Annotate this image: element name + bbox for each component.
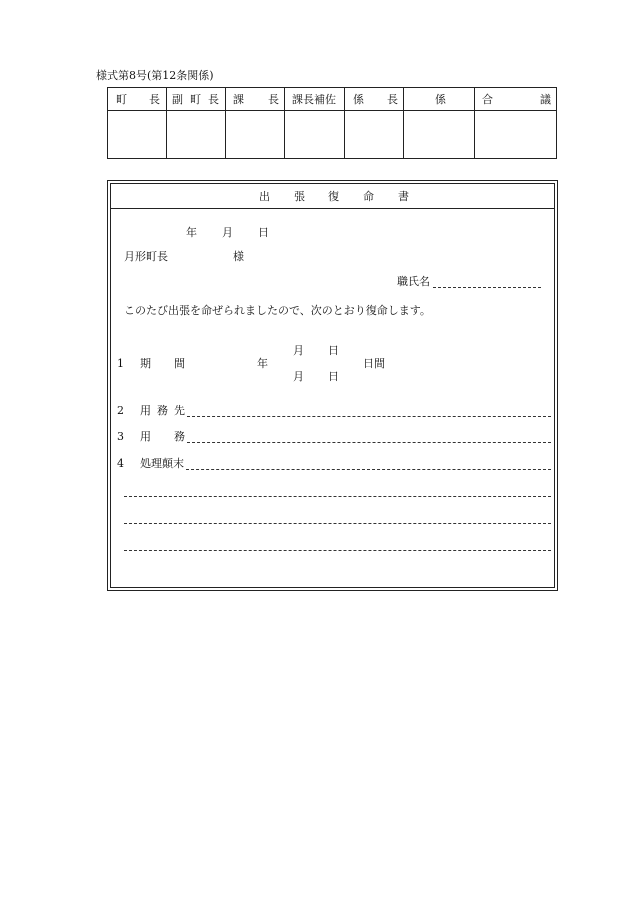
- item-1-label-char-1: 期: [140, 357, 151, 370]
- approval-stamp-cell-6[interactable]: [404, 88, 475, 158]
- approval-col-2-char-3: 長: [208, 93, 219, 106]
- item-4-number: 4: [117, 457, 124, 470]
- item-1-month-from: 月: [293, 344, 304, 357]
- outcome-line-1[interactable]: [124, 496, 551, 497]
- approval-col-7-char-1: 合: [482, 93, 493, 106]
- item-2-label-char-1: 用: [140, 404, 151, 417]
- approval-col-7-char-2: 議: [540, 93, 551, 106]
- addressee: 月形町長: [124, 250, 168, 263]
- report-title-char-4: 命: [363, 190, 374, 203]
- item-1-year-label: 年: [257, 357, 268, 370]
- item-3-label-char-1: 用: [140, 430, 151, 443]
- report-title: [111, 184, 554, 209]
- report-title-char-2: 張: [294, 190, 305, 203]
- item-3-business-field[interactable]: [187, 442, 551, 443]
- approval-col-3-char-1: 課: [233, 93, 244, 106]
- approval-stamp-cell-1[interactable]: [108, 88, 167, 158]
- report-frame: [107, 180, 558, 591]
- item-1-number: 1: [117, 357, 124, 370]
- approval-table: [107, 87, 557, 159]
- approval-stamp-cell-2[interactable]: [167, 88, 226, 158]
- report-title-char-1: 出: [259, 190, 270, 203]
- report-title-char-5: 書: [398, 190, 409, 203]
- item-4-outcome-field[interactable]: [186, 469, 551, 470]
- item-1-days-label: 日間: [363, 357, 385, 370]
- approval-col-2-char-1: 副: [172, 93, 183, 106]
- date-day-label: 日: [258, 226, 269, 239]
- approval-stamp-cell-5[interactable]: [345, 88, 404, 158]
- outcome-line-3[interactable]: [124, 550, 551, 551]
- item-2-label-char-3: 先: [174, 404, 185, 417]
- item-2-label-char-2: 務: [157, 404, 168, 417]
- item-1-day-to: 日: [328, 370, 339, 383]
- approval-col-2-char-2: 町: [190, 93, 201, 106]
- approval-col-5-char-2: 長: [387, 93, 398, 106]
- approval-col-1-char-2: 長: [149, 93, 160, 106]
- approval-col-3-char-2: 長: [268, 93, 279, 106]
- signer-label: 職氏名: [397, 275, 430, 288]
- date-year-label: 年: [186, 226, 197, 239]
- item-1-day-from: 日: [328, 344, 339, 357]
- date-month-label: 月: [222, 226, 233, 239]
- approval-col-6-char-1: 係: [435, 93, 446, 106]
- item-2-destination-field[interactable]: [187, 416, 551, 417]
- report-frame-inner: [110, 183, 555, 588]
- item-3-label-char-2: 務: [174, 430, 185, 443]
- report-title-char-3: 復: [328, 190, 339, 203]
- approval-stamp-cell-3[interactable]: [226, 88, 285, 158]
- item-3-number: 3: [117, 430, 124, 443]
- approval-stamp-cell-7[interactable]: [475, 88, 556, 158]
- honorific: 様: [233, 250, 244, 263]
- item-4-label: 処理顛末: [140, 457, 184, 470]
- item-1-month-to: 月: [293, 370, 304, 383]
- outcome-line-2[interactable]: [124, 523, 551, 524]
- approval-col-5-char-1: 係: [353, 93, 364, 106]
- approval-col-4-label: 課長補佐: [292, 93, 336, 106]
- item-2-number: 2: [117, 404, 124, 417]
- statement: このたび出張を命ぜられましたので、次のとおり復命します。: [124, 304, 431, 317]
- approval-col-1-char-1: 町: [116, 93, 127, 106]
- approval-stamp-cell-4[interactable]: [285, 88, 345, 158]
- form-title: 様式第8号(第12条関係): [96, 69, 214, 82]
- item-1-label-char-2: 間: [174, 357, 185, 370]
- signer-name-field[interactable]: [433, 287, 541, 288]
